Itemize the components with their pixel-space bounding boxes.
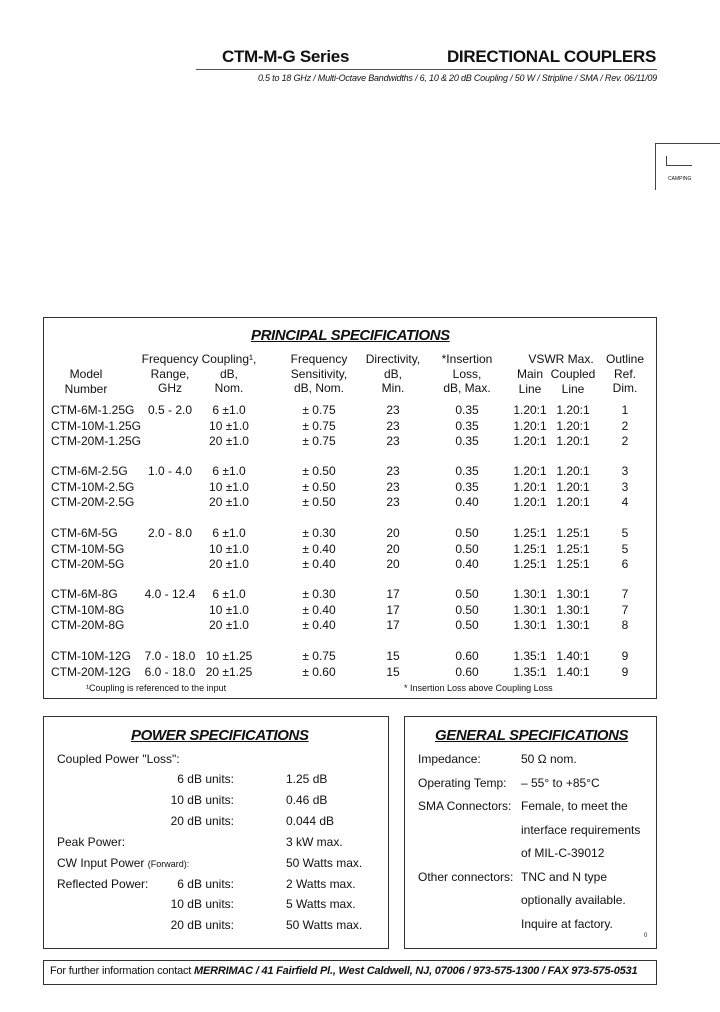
coupling-value: 20 ±1.0 bbox=[209, 434, 249, 448]
other-line-2: optionally available. bbox=[521, 893, 626, 907]
coupled-6db-label: 6 dB units: bbox=[177, 772, 234, 786]
col-sensitivity: Frequency Sensitivity, dB, Nom. bbox=[290, 352, 348, 395]
reflected-6db-value: 2 Watts max. bbox=[286, 877, 356, 891]
reflected-20db-label: 20 dB units: bbox=[170, 918, 234, 932]
insertion-loss-value: 0.35 bbox=[455, 434, 479, 448]
outline-ref-value: 7 bbox=[621, 587, 629, 601]
sensitivity-value: ± 0.50 bbox=[302, 479, 336, 494]
sensitivity-value: ± 0.75 bbox=[302, 434, 336, 448]
insertion-loss-value: 0.35 bbox=[455, 464, 479, 478]
series-title: CTM-M-G Series bbox=[222, 47, 350, 66]
outline-ref-value: 5 bbox=[621, 541, 629, 556]
vswr-main-value: 1.30:1 bbox=[513, 587, 547, 601]
model-number: CTM-10M-12G bbox=[51, 649, 132, 663]
outline-ref-value: 2 bbox=[621, 434, 629, 448]
outline-ref-value: 9 bbox=[621, 649, 629, 663]
directivity-value: 23 bbox=[386, 403, 400, 417]
vswr-main-value: 1.20:1 bbox=[513, 434, 547, 448]
col-model: Model Number bbox=[64, 367, 108, 396]
cw-input-power-value: 50 Watts max. bbox=[286, 856, 363, 870]
peak-power-label: Peak Power: bbox=[57, 835, 126, 849]
footer-contact: MERRIMAC / 41 Fairfield Pl., West Caldwell, NJ, 07006 / 973-575-1300 / FAX 973-575-0531 bbox=[194, 965, 638, 977]
cw-input-power-label bbox=[57, 856, 189, 870]
insertion-loss-value: 0.40 bbox=[455, 495, 479, 509]
col-frequency: Frequency Range, GHz bbox=[141, 352, 199, 395]
peak-power-value: 3 kW max. bbox=[286, 835, 343, 849]
sensitivity-value: ± 0.75 bbox=[302, 418, 336, 433]
insertion-loss-value: 0.35 bbox=[455, 418, 479, 433]
side-tab-label: CAMPING bbox=[668, 176, 692, 182]
outline-ref-value: 3 bbox=[621, 464, 629, 478]
insertion-loss-value: 0.50 bbox=[455, 526, 479, 540]
cw-label-text: CW Input Power bbox=[57, 856, 145, 870]
coupling-value: 6 ±1.0 bbox=[212, 587, 246, 601]
insertion-loss-value: 0.50 bbox=[455, 618, 479, 632]
frequency-range: 2.0 - 8.0 bbox=[147, 526, 193, 540]
vswr-coupled-value: 1.30:1 bbox=[556, 602, 590, 617]
impedance-value: 50 Ω nom. bbox=[521, 752, 577, 766]
reflected-6db-label: 6 dB units: bbox=[177, 877, 234, 891]
coupling-note: ¹Coupling is referenced to the input bbox=[86, 683, 227, 693]
contact-footer bbox=[50, 965, 637, 977]
insertion-loss-value: 0.60 bbox=[455, 649, 479, 663]
directivity-value: 23 bbox=[386, 495, 400, 509]
vswr-main-value: 1.20:1 bbox=[513, 464, 547, 478]
insertion-loss-note: * Insertion Loss above Coupling Loss bbox=[404, 683, 553, 693]
vswr-main-value: 1.20:1 bbox=[513, 479, 547, 494]
coupling-value: 20 ±1.0 bbox=[209, 618, 249, 632]
directivity-value: 15 bbox=[386, 664, 400, 679]
directivity-value: 17 bbox=[386, 587, 400, 601]
coupling-value: 10 ±1.0 bbox=[209, 541, 249, 556]
coupled-6db-value: 1.25 dB bbox=[286, 772, 328, 786]
reflected-10db-label: 10 dB units: bbox=[170, 897, 234, 911]
frequency-range: 6.0 - 18.0 bbox=[144, 664, 196, 679]
sensitivity-value: ± 0.40 bbox=[302, 602, 336, 617]
reflected-10db-value: 5 Watts max. bbox=[286, 897, 356, 911]
principal-title: PRINCIPAL SPECIFICATIONS bbox=[251, 327, 450, 344]
vswr-coupled-value: 1.20:1 bbox=[556, 464, 590, 478]
sensitivity-value: ± 0.40 bbox=[302, 557, 336, 571]
col-vswr: VSWR Max. bbox=[528, 352, 594, 366]
col-outline: Outline Ref. Dim. bbox=[605, 352, 645, 395]
model-number: CTM-10M-1.25G bbox=[51, 418, 142, 433]
coupling-value: 6 ±1.0 bbox=[212, 464, 246, 478]
insertion-loss-value: 0.60 bbox=[455, 664, 479, 679]
coupling-value: 6 ±1.0 bbox=[212, 403, 246, 417]
coupled-power-heading: Coupled Power "Loss": bbox=[57, 752, 180, 766]
directivity-value: 23 bbox=[386, 418, 400, 433]
outline-ref-value: 4 bbox=[621, 495, 629, 509]
side-tab bbox=[655, 143, 720, 190]
insertion-loss-value: 0.50 bbox=[455, 602, 479, 617]
model-number: CTM-20M-2.5G bbox=[51, 495, 135, 509]
vswr-main-value: 1.20:1 bbox=[513, 418, 547, 433]
sma-line-3: of MIL-C-39012 bbox=[521, 846, 605, 860]
coupling-value: 20 ±1.25 bbox=[205, 664, 253, 679]
outline-ref-value: 6 bbox=[621, 557, 629, 571]
outline-ref-value: 9 bbox=[621, 664, 629, 679]
reflected-power-label: Reflected Power: bbox=[57, 877, 149, 891]
sensitivity-value: ± 0.40 bbox=[302, 541, 336, 556]
model-number: CTM-6M-5G bbox=[51, 526, 118, 540]
directivity-value: 20 bbox=[386, 557, 400, 571]
sensitivity-value: ± 0.50 bbox=[302, 495, 336, 509]
vswr-coupled-value: 1.20:1 bbox=[556, 495, 590, 509]
directivity-value: 20 bbox=[386, 541, 400, 556]
frequency-range: 0.5 - 2.0 bbox=[147, 403, 193, 417]
other-connectors-label: Other connectors: bbox=[418, 870, 514, 884]
col-directivity: Directivity, dB, Min. bbox=[365, 352, 421, 395]
vswr-coupled-value: 1.40:1 bbox=[556, 664, 590, 679]
model-number: CTM-20M-5G bbox=[51, 557, 125, 571]
vswr-coupled-value: 1.20:1 bbox=[556, 479, 590, 494]
col-main-line: Main Line bbox=[516, 367, 543, 396]
header-rule bbox=[196, 69, 657, 70]
sma-line-1: Female, to meet the bbox=[521, 799, 628, 813]
model-number: CTM-6M-8G bbox=[51, 587, 118, 601]
directivity-value: 23 bbox=[386, 434, 400, 448]
other-line-1: TNC and N type bbox=[521, 870, 608, 884]
model-number: CTM-20M-1.25G bbox=[51, 434, 142, 448]
general-title: GENERAL SPECIFICATIONS bbox=[435, 727, 629, 744]
outline-ref-value: 5 bbox=[621, 526, 629, 540]
sensitivity-value: ± 0.30 bbox=[302, 526, 336, 540]
directivity-value: 17 bbox=[386, 618, 400, 632]
vswr-main-value: 1.30:1 bbox=[513, 618, 547, 632]
outline-ref-value: 1 bbox=[621, 403, 629, 417]
sensitivity-value: ± 0.75 bbox=[302, 649, 336, 663]
other-line-3: Inquire at factory. bbox=[521, 917, 613, 931]
operating-temp-value: – 55° to +85°C bbox=[521, 776, 600, 790]
outline-ref-value: 3 bbox=[621, 479, 629, 494]
vswr-main-value: 1.25:1 bbox=[513, 526, 547, 540]
coupled-20db-label: 20 dB units: bbox=[170, 814, 234, 828]
vswr-coupled-value: 1.25:1 bbox=[556, 557, 590, 571]
col-coupled-line: Coupled Line bbox=[550, 367, 596, 396]
col-coupling: Coupling¹, dB, Nom. bbox=[201, 352, 257, 395]
impedance-label: Impedance: bbox=[418, 752, 481, 766]
vswr-main-value: 1.20:1 bbox=[513, 495, 547, 509]
insertion-loss-value: 0.35 bbox=[455, 403, 479, 417]
coupled-20db-value: 0.044 dB bbox=[286, 814, 335, 828]
vswr-main-value: 1.25:1 bbox=[513, 541, 547, 556]
directivity-value: 15 bbox=[386, 649, 400, 663]
vswr-coupled-value: 1.20:1 bbox=[556, 418, 590, 433]
insertion-loss-value: 0.50 bbox=[455, 587, 479, 601]
footer-prefix: For further information contact bbox=[50, 965, 194, 977]
vswr-coupled-value: 1.20:1 bbox=[556, 434, 590, 448]
category-title: DIRECTIONAL COUPLERS bbox=[446, 47, 656, 66]
vswr-main-value: 1.35:1 bbox=[513, 664, 547, 679]
outline-ref-value: 7 bbox=[621, 602, 629, 617]
sensitivity-value: ± 0.60 bbox=[302, 664, 336, 679]
coupling-value: 20 ±1.0 bbox=[209, 495, 249, 509]
frequency-range: 1.0 - 4.0 bbox=[147, 464, 193, 478]
coupler-glyph-icon bbox=[666, 156, 692, 166]
coupling-value: 10 ±1.0 bbox=[209, 418, 249, 433]
subtitle: 0.5 to 18 GHz / Multi-Octave Bandwidths / 6, 10 & 20 dB Coupling / 50 W / Stripline / SMA / Rev. 06/11/09 bbox=[257, 73, 657, 83]
model-number: CTM-6M-1.25G bbox=[51, 403, 135, 417]
coupling-value: 20 ±1.0 bbox=[209, 557, 249, 571]
frequency-range: 4.0 - 12.4 bbox=[144, 587, 196, 601]
insertion-loss-value: 0.50 bbox=[455, 541, 479, 556]
directivity-value: 23 bbox=[386, 479, 400, 494]
sma-connectors-label: SMA Connectors: bbox=[418, 799, 512, 813]
frequency-range: 7.0 - 18.0 bbox=[144, 649, 196, 663]
model-number: CTM-10M-5G bbox=[51, 541, 125, 556]
model-number: CTM-10M-2.5G bbox=[51, 479, 135, 494]
model-number: CTM-20M-12G bbox=[51, 664, 132, 679]
vswr-coupled-value: 1.40:1 bbox=[556, 649, 590, 663]
directivity-value: 23 bbox=[386, 464, 400, 478]
sensitivity-value: ± 0.40 bbox=[302, 618, 336, 632]
directivity-value: 17 bbox=[386, 602, 400, 617]
vswr-coupled-value: 1.30:1 bbox=[556, 587, 590, 601]
coupling-value: 10 ±1.0 bbox=[209, 602, 249, 617]
coupling-value: 6 ±1.0 bbox=[212, 526, 246, 540]
vswr-coupled-value: 1.25:1 bbox=[556, 526, 590, 540]
sma-line-2: interface requirements bbox=[521, 823, 641, 837]
corner-mark: 0 bbox=[644, 933, 648, 939]
vswr-main-value: 1.20:1 bbox=[513, 403, 547, 417]
outline-ref-value: 2 bbox=[621, 418, 629, 433]
operating-temp-label: Operating Temp: bbox=[418, 776, 507, 790]
insertion-loss-value: 0.35 bbox=[455, 479, 479, 494]
insertion-loss-value: 0.40 bbox=[455, 557, 479, 571]
sensitivity-value: ± 0.50 bbox=[302, 464, 336, 478]
vswr-main-value: 1.35:1 bbox=[513, 649, 547, 663]
vswr-coupled-value: 1.30:1 bbox=[556, 618, 590, 632]
vswr-coupled-value: 1.25:1 bbox=[556, 541, 590, 556]
reflected-20db-value: 50 Watts max. bbox=[286, 918, 363, 932]
sensitivity-value: ± 0.30 bbox=[302, 587, 336, 601]
directivity-value: 20 bbox=[386, 526, 400, 540]
power-title: POWER SPECIFICATIONS bbox=[131, 727, 309, 744]
col-insertion-loss: *Insertion Loss, dB, Max. bbox=[441, 352, 493, 395]
model-number: CTM-20M-8G bbox=[51, 618, 125, 632]
coupled-10db-label: 10 dB units: bbox=[170, 793, 234, 807]
outline-ref-value: 8 bbox=[621, 618, 629, 632]
coupling-value: 10 ±1.0 bbox=[209, 479, 249, 494]
vswr-main-value: 1.30:1 bbox=[513, 602, 547, 617]
vswr-coupled-value: 1.20:1 bbox=[556, 403, 590, 417]
vswr-main-value: 1.25:1 bbox=[513, 557, 547, 571]
model-number: CTM-6M-2.5G bbox=[51, 464, 128, 478]
model-number: CTM-10M-8G bbox=[51, 602, 125, 617]
sensitivity-value: ± 0.75 bbox=[302, 403, 336, 417]
coupling-value: 10 ±1.25 bbox=[205, 649, 253, 663]
power-specifications-box bbox=[43, 716, 389, 949]
cw-label-qualifier: (Forward): bbox=[147, 859, 190, 869]
coupled-10db-value: 0.46 dB bbox=[286, 793, 328, 807]
